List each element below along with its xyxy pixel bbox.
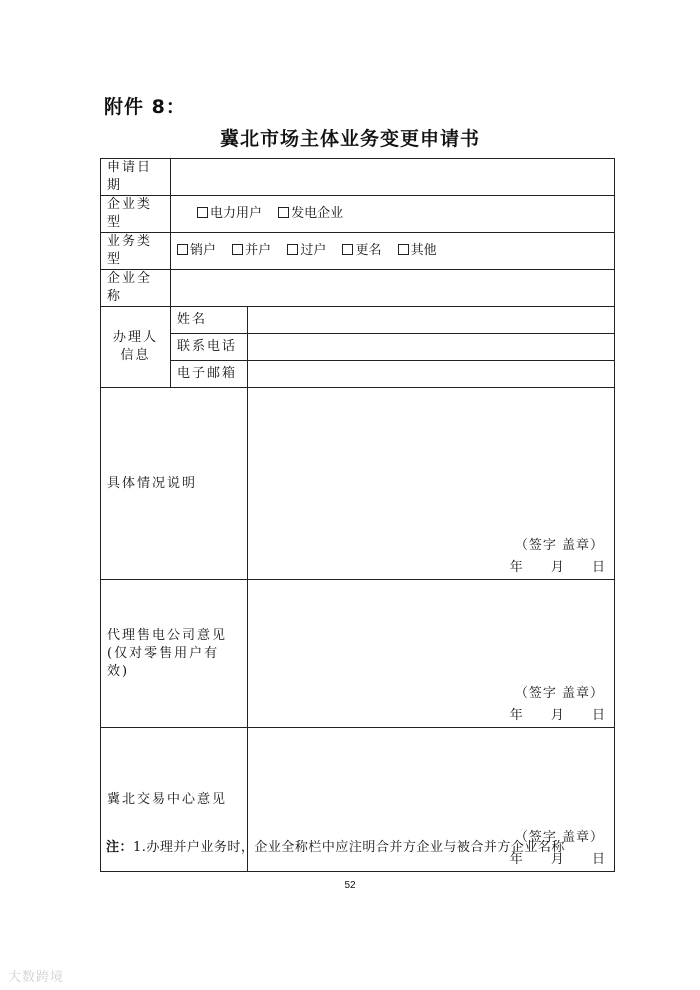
sign-seal-text: （签字 盖章） [514, 686, 604, 701]
checkbox-label: 其他 [410, 243, 437, 258]
row-company-name [101, 270, 615, 307]
row-agent-opinion [101, 580, 615, 728]
handler-label-line2: 信息 [120, 348, 151, 363]
checkbox-label: 过户 [300, 243, 327, 258]
checkbox-icon [197, 207, 208, 218]
handler-email-label: 电子邮箱 [171, 361, 248, 388]
business-type-label: 业务类型 [101, 233, 171, 270]
attachment-label: 附件 8： [104, 96, 186, 118]
handler-label-line1: 办理人 [112, 330, 158, 345]
footnote [106, 836, 565, 855]
handler-name-field[interactable] [248, 307, 615, 334]
checkbox-icon [342, 244, 353, 255]
apply-date-field[interactable] [171, 159, 615, 196]
handler-info-label [101, 307, 171, 388]
checkbox-icon [278, 207, 289, 218]
agent-label-line2: (仅对零售用户有效) [107, 645, 220, 679]
row-apply-date [101, 159, 615, 196]
checkbox-close-account[interactable] [177, 242, 216, 260]
page-number: 52 [344, 880, 356, 891]
handler-email-field[interactable] [248, 361, 615, 388]
checkbox-label: 销户 [190, 243, 217, 258]
company-name-label: 企业全称 [101, 270, 171, 307]
checkbox-icon [232, 244, 243, 255]
form-title: 冀北市场主体业务变更申请书 [219, 128, 480, 150]
company-type-label: 企业类型 [101, 196, 171, 233]
checkbox-power-user[interactable] [197, 205, 262, 223]
row-handler-phone [101, 334, 615, 361]
row-business-type [101, 233, 615, 270]
handler-phone-field[interactable] [248, 334, 615, 361]
handler-name-label: 姓名 [171, 307, 248, 334]
sign-seal-text: （签字 盖章） [514, 538, 604, 553]
row-company-type [101, 196, 615, 233]
checkbox-label: 发电企业 [291, 206, 344, 221]
checkbox-icon [287, 244, 298, 255]
sign-seal-text: （签字 盖章） [514, 830, 604, 845]
handler-phone-label: 联系电话 [171, 334, 248, 361]
checkbox-rename[interactable] [342, 242, 381, 260]
checkbox-label: 电力用户 [210, 206, 263, 221]
company-name-field[interactable] [171, 270, 615, 307]
checkbox-label: 更名 [355, 243, 382, 258]
checkbox-merge-account[interactable] [232, 242, 271, 260]
agent-label-line1: 代理售电公司意见 [107, 627, 228, 643]
company-type-options [171, 196, 615, 233]
date-text: 年 月 日 [509, 708, 606, 723]
row-handler-email [101, 361, 615, 388]
exchange-opinion-label: 冀北交易中心意见 [101, 728, 248, 872]
checkbox-other[interactable] [398, 242, 437, 260]
checkbox-icon [398, 244, 409, 255]
apply-date-label: 申请日期 [101, 159, 171, 196]
footnote-prefix: 注： [106, 840, 134, 855]
business-type-options [171, 233, 615, 270]
row-details [101, 388, 615, 580]
date-text: 年 月 日 [509, 560, 606, 575]
application-form-table [100, 158, 615, 872]
row-handler-name [101, 307, 615, 334]
checkbox-transfer-account[interactable] [287, 242, 326, 260]
checkbox-icon [177, 244, 188, 255]
agent-opinion-label [101, 580, 248, 728]
checkbox-label: 并户 [245, 243, 272, 258]
date-text: 年 月 日 [509, 852, 606, 867]
agent-opinion-field[interactable] [248, 580, 615, 728]
checkbox-power-generator[interactable] [278, 205, 343, 223]
details-label: 具体情况说明 [101, 388, 248, 580]
footnote-text: 1.办理并户业务时，企业全称栏中应注明合并方企业与被合并方企业名称 [133, 840, 565, 855]
watermark: 大数跨境 [8, 970, 65, 985]
details-field[interactable] [248, 388, 615, 580]
